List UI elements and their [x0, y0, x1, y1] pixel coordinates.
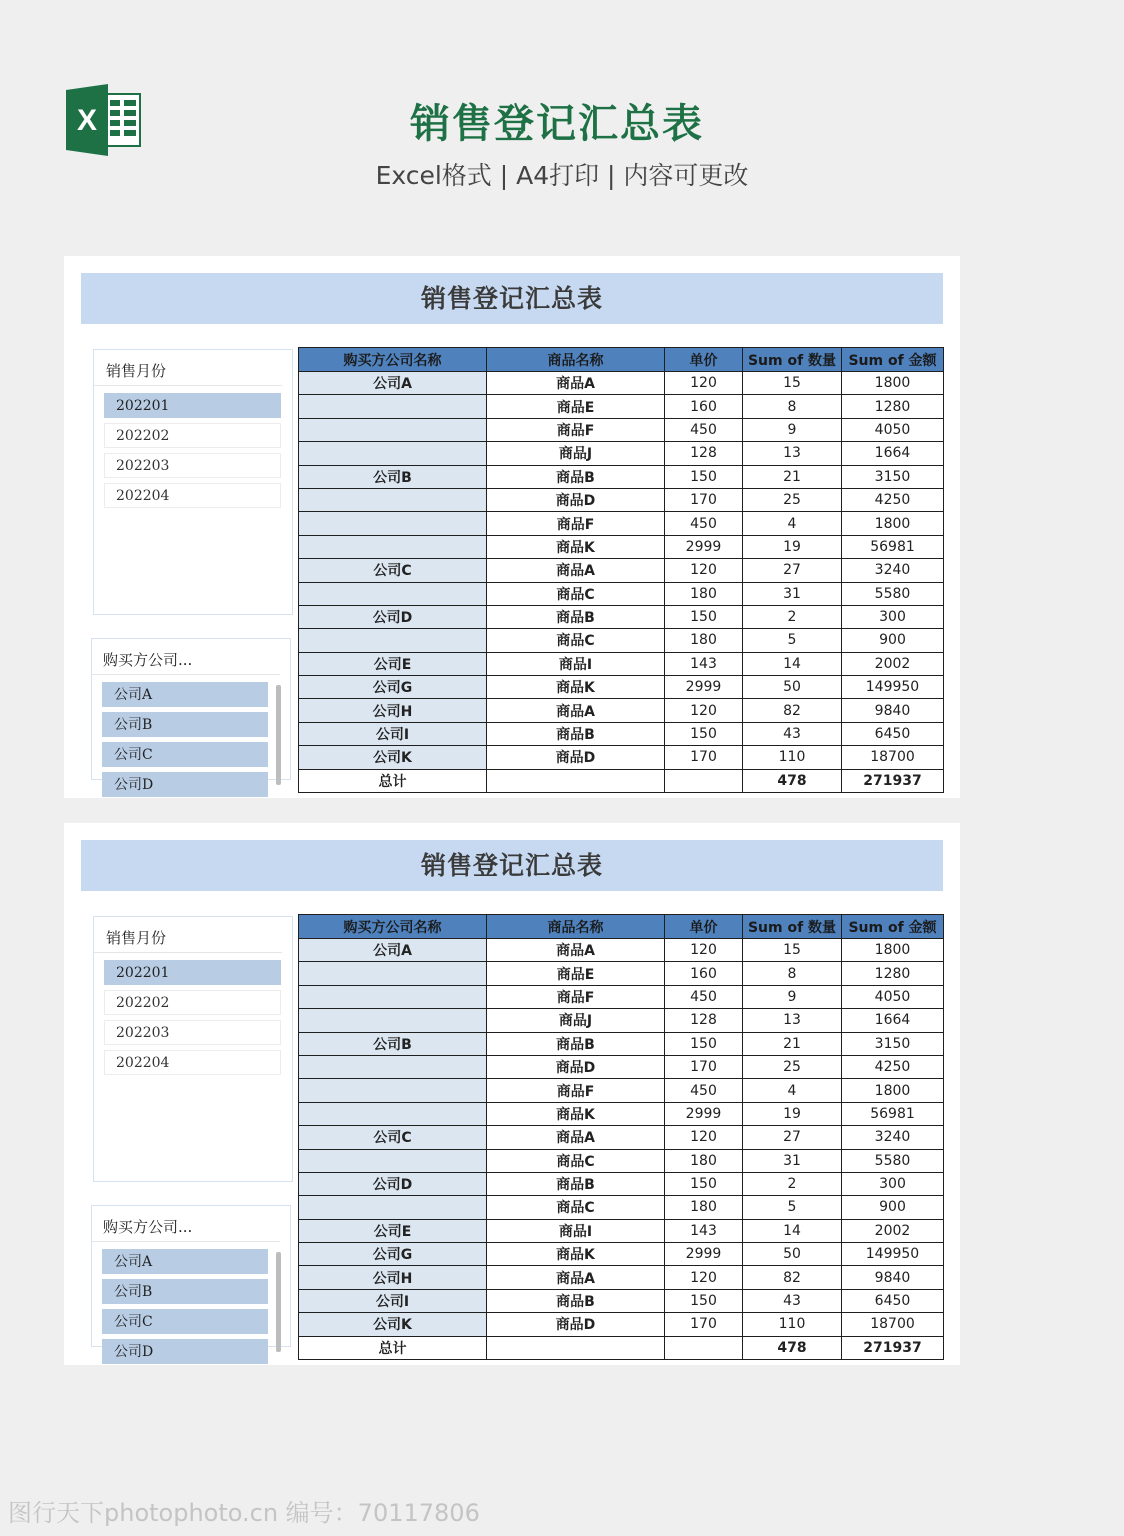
- table-cell[interactable]: 21: [743, 1032, 842, 1055]
- sheet-banner: 销售登记汇总表: [81, 273, 943, 324]
- slicer-title: 销售月份: [94, 917, 282, 953]
- table-cell[interactable]: 43: [743, 722, 842, 745]
- buyer-slicer-item[interactable]: 公司A: [102, 682, 268, 707]
- table-row: [299, 372, 944, 395]
- table-cell[interactable]: 56981: [842, 1102, 944, 1125]
- table-cell[interactable]: 13: [743, 1009, 842, 1032]
- table-cell[interactable]: [299, 512, 487, 535]
- page-subtitle: Excel格式 | A4打印 | 内容可更改: [375, 161, 749, 190]
- table-cell[interactable]: [487, 769, 665, 792]
- month-slicer-item[interactable]: 202203: [104, 453, 281, 478]
- table-cell[interactable]: [299, 1079, 487, 1102]
- table-cell[interactable]: 180: [665, 1149, 743, 1172]
- slicer-list: [94, 953, 292, 1075]
- slicer-title: 购买方公司...: [92, 1206, 280, 1242]
- table-cell[interactable]: 160: [665, 395, 743, 418]
- table-cell[interactable]: 9: [743, 985, 842, 1008]
- table-cell[interactable]: 商品A: [487, 939, 665, 962]
- table-cell[interactable]: 商品C: [487, 1196, 665, 1219]
- table-cell[interactable]: 2999: [665, 1102, 743, 1125]
- table-cell[interactable]: 128: [665, 1009, 743, 1032]
- table-cell[interactable]: 4: [743, 1079, 842, 1102]
- table-row: [299, 1079, 944, 1102]
- table-cell[interactable]: 公司I: [299, 1289, 487, 1312]
- table-cell[interactable]: 50: [743, 676, 842, 699]
- table-cell[interactable]: 43: [743, 1289, 842, 1312]
- table-cell[interactable]: 13: [743, 442, 842, 465]
- column-header[interactable]: 单价: [665, 915, 743, 939]
- sheet-banner: 销售登记汇总表: [81, 840, 943, 891]
- month-slicer: [93, 349, 293, 615]
- table-cell[interactable]: 15: [743, 372, 842, 395]
- table-cell[interactable]: 商品C: [487, 1149, 665, 1172]
- total-row: [299, 769, 944, 792]
- month-slicer-item[interactable]: 202204: [104, 483, 281, 508]
- table-cell[interactable]: [299, 395, 487, 418]
- table-row: [299, 939, 944, 962]
- svg-text:X: X: [76, 104, 98, 137]
- table-cell[interactable]: 2999: [665, 676, 743, 699]
- slicer-scrollbar[interactable]: [276, 685, 281, 785]
- table-cell[interactable]: 8: [743, 962, 842, 985]
- table-cell[interactable]: 商品D: [487, 488, 665, 511]
- table-cell[interactable]: 商品B: [487, 605, 665, 628]
- table-cell[interactable]: 120: [665, 699, 743, 722]
- column-header[interactable]: Sum of 数量: [743, 915, 842, 939]
- table-cell[interactable]: 180: [665, 1196, 743, 1219]
- table-cell[interactable]: [299, 985, 487, 1008]
- table-cell[interactable]: 5: [743, 1196, 842, 1219]
- column-header[interactable]: 商品名称: [487, 348, 665, 372]
- table-cell[interactable]: 公司H: [299, 1266, 487, 1289]
- table-cell[interactable]: [299, 1009, 487, 1032]
- table-cell[interactable]: [299, 1102, 487, 1125]
- table-row: [299, 418, 944, 441]
- table-cell[interactable]: 2: [743, 605, 842, 628]
- column-header[interactable]: Sum of 数量: [743, 348, 842, 372]
- table-cell[interactable]: 公司K: [299, 1313, 487, 1336]
- page-header: [0, 0, 1024, 230]
- table-row: [299, 652, 944, 675]
- table-cell[interactable]: 170: [665, 1055, 743, 1078]
- table-row: [299, 699, 944, 722]
- table-cell[interactable]: 公司D: [299, 1172, 487, 1195]
- buyer-slicer: [91, 1205, 291, 1360]
- buyer-slicer: [91, 638, 291, 793]
- table-cell[interactable]: 1800: [842, 1079, 944, 1102]
- table-cell[interactable]: [299, 582, 487, 605]
- buyer-slicer-item[interactable]: 公司B: [102, 1279, 268, 1304]
- table-cell[interactable]: 450: [665, 985, 743, 1008]
- column-header[interactable]: Sum of 金额: [842, 348, 944, 372]
- table-cell[interactable]: 1800: [842, 512, 944, 535]
- table-cell[interactable]: 110: [743, 746, 842, 769]
- table-cell[interactable]: 2: [743, 1172, 842, 1195]
- table-cell[interactable]: 27: [743, 559, 842, 582]
- table-cell[interactable]: [299, 418, 487, 441]
- table-cell[interactable]: 商品B: [487, 1032, 665, 1055]
- table-cell[interactable]: 4250: [842, 1055, 944, 1078]
- table-row: [299, 1172, 944, 1195]
- month-slicer-item[interactable]: 202202: [104, 990, 281, 1015]
- table-row: [299, 605, 944, 628]
- table-row: [299, 629, 944, 652]
- table-cell[interactable]: 3240: [842, 1126, 944, 1149]
- month-slicer-item[interactable]: 202201: [104, 960, 281, 985]
- table-cell[interactable]: 150: [665, 1032, 743, 1055]
- table-cell[interactable]: 商品C: [487, 582, 665, 605]
- table-cell[interactable]: 120: [665, 1266, 743, 1289]
- table-cell[interactable]: 9840: [842, 1266, 944, 1289]
- table-cell[interactable]: [299, 535, 487, 558]
- table-row: [299, 1009, 944, 1032]
- table-cell[interactable]: 271937: [842, 1336, 944, 1359]
- table-cell[interactable]: 143: [665, 1219, 743, 1242]
- table-cell[interactable]: 商品E: [487, 962, 665, 985]
- table-cell[interactable]: 商品F: [487, 418, 665, 441]
- table-cell[interactable]: 商品F: [487, 1079, 665, 1102]
- table-cell[interactable]: 900: [842, 629, 944, 652]
- table-row: [299, 442, 944, 465]
- slicer-title: 销售月份: [94, 350, 282, 386]
- slicer-list: [92, 1242, 290, 1364]
- table-cell[interactable]: 商品B: [487, 722, 665, 745]
- table-cell[interactable]: 6450: [842, 1289, 944, 1312]
- table-cell[interactable]: 公司G: [299, 1243, 487, 1266]
- slicer-title: 购买方公司...: [92, 639, 280, 675]
- table-row: [299, 985, 944, 1008]
- table-row: [299, 1289, 944, 1312]
- table-cell[interactable]: 商品K: [487, 535, 665, 558]
- table-cell[interactable]: 25: [743, 488, 842, 511]
- column-header[interactable]: 购买方公司名称: [299, 348, 487, 372]
- buyer-slicer-item[interactable]: 公司D: [102, 1339, 268, 1364]
- table-cell[interactable]: 3150: [842, 465, 944, 488]
- table-row: [299, 395, 944, 418]
- table-cell[interactable]: 2999: [665, 535, 743, 558]
- table-cell[interactable]: [299, 1196, 487, 1219]
- table-cell[interactable]: 2002: [842, 652, 944, 675]
- table-cell[interactable]: 公司K: [299, 746, 487, 769]
- table-cell[interactable]: 170: [665, 488, 743, 511]
- table-cell[interactable]: 56981: [842, 535, 944, 558]
- table-cell[interactable]: 商品A: [487, 1126, 665, 1149]
- table-cell[interactable]: 149950: [842, 1243, 944, 1266]
- sheet-preview-1: [64, 256, 960, 798]
- table-cell[interactable]: 商品K: [487, 676, 665, 699]
- table-cell[interactable]: 900: [842, 1196, 944, 1219]
- table-cell[interactable]: 商品A: [487, 1266, 665, 1289]
- table-row: [299, 559, 944, 582]
- table-cell[interactable]: 14: [743, 652, 842, 675]
- table-cell[interactable]: 商品F: [487, 512, 665, 535]
- table-cell[interactable]: [299, 1149, 487, 1172]
- table-cell[interactable]: 商品D: [487, 1055, 665, 1078]
- table-cell[interactable]: 450: [665, 1079, 743, 1102]
- table-cell[interactable]: 110: [743, 1313, 842, 1336]
- table-cell[interactable]: [299, 962, 487, 985]
- table-cell[interactable]: 商品K: [487, 1102, 665, 1125]
- table-cell[interactable]: 4: [743, 512, 842, 535]
- table-cell[interactable]: 31: [743, 582, 842, 605]
- table-cell[interactable]: 1664: [842, 442, 944, 465]
- table-cell[interactable]: 5580: [842, 1149, 944, 1172]
- table-cell[interactable]: 50: [743, 1243, 842, 1266]
- table-cell[interactable]: 82: [743, 1266, 842, 1289]
- buyer-slicer-item[interactable]: 公司D: [102, 772, 268, 797]
- table-cell[interactable]: 商品B: [487, 1172, 665, 1195]
- table-cell[interactable]: 31: [743, 1149, 842, 1172]
- table-row: [299, 1149, 944, 1172]
- table-cell[interactable]: [487, 1336, 665, 1359]
- table-cell[interactable]: 27: [743, 1126, 842, 1149]
- table-cell[interactable]: 商品B: [487, 1289, 665, 1312]
- table-cell[interactable]: 3150: [842, 1032, 944, 1055]
- table-cell[interactable]: 商品D: [487, 1313, 665, 1336]
- table-cell[interactable]: 271937: [842, 769, 944, 792]
- table-cell[interactable]: 4050: [842, 985, 944, 1008]
- slicer-list: [92, 675, 290, 797]
- table-cell[interactable]: 120: [665, 939, 743, 962]
- table-cell[interactable]: 6450: [842, 722, 944, 745]
- table-row: [299, 535, 944, 558]
- buyer-slicer-item[interactable]: 公司B: [102, 712, 268, 737]
- table-row: [299, 465, 944, 488]
- sheet-preview-2: [64, 823, 960, 1365]
- table-cell[interactable]: 公司C: [299, 1126, 487, 1149]
- column-header[interactable]: Sum of 金额: [842, 915, 944, 939]
- pivot-table: [298, 347, 944, 793]
- table-cell[interactable]: 公司H: [299, 699, 487, 722]
- buyer-slicer-item[interactable]: 公司A: [102, 1249, 268, 1274]
- table-cell[interactable]: 2999: [665, 1243, 743, 1266]
- table-cell[interactable]: 商品A: [487, 699, 665, 722]
- table-cell[interactable]: 14: [743, 1219, 842, 1242]
- table-cell[interactable]: 公司B: [299, 1032, 487, 1055]
- table-cell[interactable]: 商品C: [487, 629, 665, 652]
- table-cell[interactable]: [299, 629, 487, 652]
- table-cell[interactable]: 15: [743, 939, 842, 962]
- table-cell[interactable]: 300: [842, 605, 944, 628]
- table-cell[interactable]: 120: [665, 372, 743, 395]
- table-row: [299, 722, 944, 745]
- table-row: [299, 746, 944, 769]
- table-cell[interactable]: 总计: [299, 769, 487, 792]
- table-cell[interactable]: 18700: [842, 746, 944, 769]
- table-cell[interactable]: 120: [665, 559, 743, 582]
- table-cell[interactable]: 商品A: [487, 559, 665, 582]
- table-cell[interactable]: 公司B: [299, 465, 487, 488]
- table-row: [299, 1126, 944, 1149]
- table-cell[interactable]: 478: [743, 1336, 842, 1359]
- table-cell[interactable]: 1800: [842, 372, 944, 395]
- pivot-table-container: [298, 347, 943, 790]
- table-row: [299, 512, 944, 535]
- table-cell[interactable]: 商品D: [487, 746, 665, 769]
- table-cell[interactable]: 82: [743, 699, 842, 722]
- table-cell[interactable]: 商品F: [487, 985, 665, 1008]
- pivot-table: [298, 914, 944, 1360]
- table-cell[interactable]: 180: [665, 629, 743, 652]
- table-row: [299, 1313, 944, 1336]
- table-cell[interactable]: 商品J: [487, 1009, 665, 1032]
- table-cell[interactable]: 商品J: [487, 442, 665, 465]
- table-cell[interactable]: 120: [665, 1126, 743, 1149]
- table-cell[interactable]: [665, 1336, 743, 1359]
- table-row: [299, 582, 944, 605]
- buyer-slicer-item[interactable]: 公司C: [102, 1309, 268, 1334]
- table-cell[interactable]: 1280: [842, 395, 944, 418]
- table-cell[interactable]: 160: [665, 962, 743, 985]
- table-cell[interactable]: 300: [842, 1172, 944, 1195]
- slicer-list: [94, 386, 292, 508]
- watermark-text: 图行天下photophoto.cn 编号：70117806: [8, 1499, 480, 1527]
- table-cell[interactable]: 150: [665, 1289, 743, 1312]
- table-cell[interactable]: [665, 769, 743, 792]
- table-cell[interactable]: 1664: [842, 1009, 944, 1032]
- table-row: [299, 962, 944, 985]
- table-cell[interactable]: 180: [665, 582, 743, 605]
- total-row: [299, 1336, 944, 1359]
- buyer-slicer-item[interactable]: 公司C: [102, 742, 268, 767]
- table-cell[interactable]: 1280: [842, 962, 944, 985]
- table-row: [299, 1032, 944, 1055]
- table-cell[interactable]: [299, 488, 487, 511]
- table-cell[interactable]: 公司E: [299, 652, 487, 675]
- table-cell[interactable]: [299, 1055, 487, 1078]
- table-cell[interactable]: 9840: [842, 699, 944, 722]
- table-cell[interactable]: [299, 442, 487, 465]
- table-row: [299, 1219, 944, 1242]
- page-title: 销售登记汇总表: [410, 101, 704, 147]
- slicer-scrollbar[interactable]: [276, 1252, 281, 1352]
- table-row: [299, 1102, 944, 1125]
- table-cell[interactable]: 450: [665, 418, 743, 441]
- column-header[interactable]: 商品名称: [487, 915, 665, 939]
- pivot-table-container: [298, 914, 943, 1357]
- table-cell[interactable]: 5: [743, 629, 842, 652]
- table-cell[interactable]: 公司D: [299, 605, 487, 628]
- table-row: [299, 1266, 944, 1289]
- table-cell[interactable]: 150: [665, 1172, 743, 1195]
- table-cell[interactable]: 3240: [842, 559, 944, 582]
- table-cell[interactable]: 商品K: [487, 1243, 665, 1266]
- table-cell[interactable]: 商品B: [487, 465, 665, 488]
- table-cell[interactable]: 143: [665, 652, 743, 675]
- table-cell[interactable]: 商品E: [487, 395, 665, 418]
- table-cell[interactable]: 170: [665, 746, 743, 769]
- table-cell[interactable]: 公司E: [299, 1219, 487, 1242]
- column-header[interactable]: 购买方公司名称: [299, 915, 487, 939]
- table-cell[interactable]: 1800: [842, 939, 944, 962]
- table-cell[interactable]: 21: [743, 465, 842, 488]
- month-slicer-item[interactable]: 202203: [104, 1020, 281, 1045]
- table-cell[interactable]: 18700: [842, 1313, 944, 1336]
- table-cell[interactable]: 商品I: [487, 652, 665, 675]
- table-cell[interactable]: 150: [665, 605, 743, 628]
- table-cell[interactable]: 公司A: [299, 372, 487, 395]
- month-slicer: [93, 916, 293, 1182]
- table-cell[interactable]: 4050: [842, 418, 944, 441]
- table-cell[interactable]: 商品I: [487, 1219, 665, 1242]
- table-cell[interactable]: 150: [665, 465, 743, 488]
- month-slicer-item[interactable]: 202201: [104, 393, 281, 418]
- table-cell[interactable]: 170: [665, 1313, 743, 1336]
- table-cell[interactable]: 总计: [299, 1336, 487, 1359]
- table-row: [299, 1055, 944, 1078]
- table-cell[interactable]: 8: [743, 395, 842, 418]
- table-row: [299, 1243, 944, 1266]
- table-cell[interactable]: 4250: [842, 488, 944, 511]
- table-cell[interactable]: 450: [665, 512, 743, 535]
- table-cell[interactable]: 公司C: [299, 559, 487, 582]
- table-cell[interactable]: 478: [743, 769, 842, 792]
- table-cell[interactable]: 2002: [842, 1219, 944, 1242]
- table-cell[interactable]: 5580: [842, 582, 944, 605]
- table-cell[interactable]: 25: [743, 1055, 842, 1078]
- table-cell[interactable]: 商品A: [487, 372, 665, 395]
- month-slicer-item[interactable]: 202204: [104, 1050, 281, 1075]
- table-cell[interactable]: 150: [665, 722, 743, 745]
- column-header[interactable]: 单价: [665, 348, 743, 372]
- table-cell[interactable]: 公司G: [299, 676, 487, 699]
- table-cell[interactable]: 19: [743, 535, 842, 558]
- table-cell[interactable]: 公司A: [299, 939, 487, 962]
- table-row: [299, 488, 944, 511]
- month-slicer-item[interactable]: 202202: [104, 423, 281, 448]
- table-cell[interactable]: 128: [665, 442, 743, 465]
- table-cell[interactable]: 公司I: [299, 722, 487, 745]
- table-cell[interactable]: 149950: [842, 676, 944, 699]
- table-cell[interactable]: 19: [743, 1102, 842, 1125]
- table-cell[interactable]: 9: [743, 418, 842, 441]
- table-row: [299, 676, 944, 699]
- table-row: [299, 1196, 944, 1219]
